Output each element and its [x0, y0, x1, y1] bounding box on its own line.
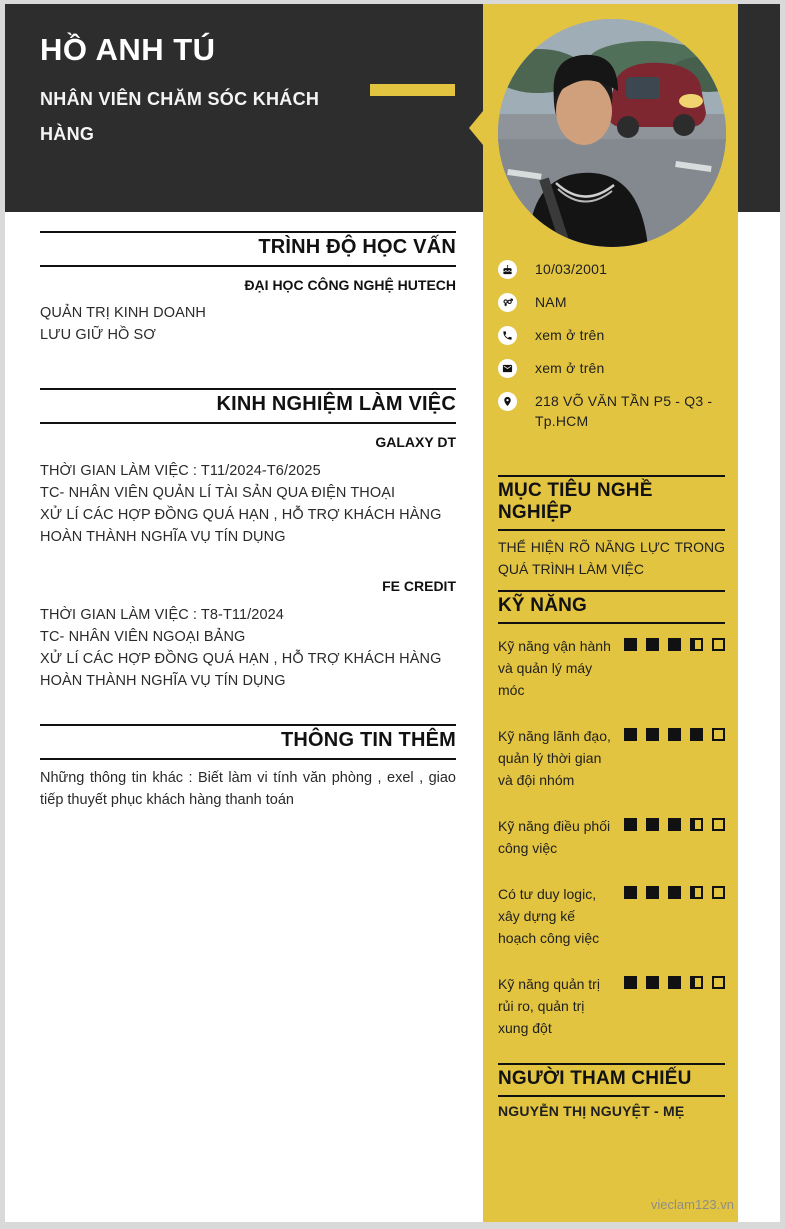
skill-square-half: [690, 638, 703, 651]
skill-rating: [624, 638, 725, 701]
skill-row: [498, 973, 725, 1039]
sidebar-pointer-arrow: [469, 111, 483, 145]
email-icon: [498, 359, 517, 378]
skill-square-full: [624, 728, 637, 741]
job-line: TC- NHÂN VIÊN QUẢN LÍ TÀI SẢN QUA ĐIỆN THOẠI: [40, 485, 396, 501]
skill-label: Kỹ năng điều phối công việc: [498, 818, 611, 856]
skill-square-half: [690, 886, 703, 899]
education-school: ĐẠI HỌC CÔNG NGHỆ HUTECH: [244, 277, 456, 293]
skill-label: Kỹ năng quản trị rủi ro, quản trị xung đột: [498, 976, 600, 1036]
skill-square-full: [668, 976, 681, 989]
objective-text: THỂ HIỆN RÕ NĂNG LỰC TRONG QUÁ TRÌNH LÀM VIỆC: [498, 539, 725, 577]
site-watermark: vieclam123.vn: [650, 1197, 734, 1212]
skill-label: Có tư duy logic, xây dựng kế hoạch công việc: [498, 886, 600, 946]
skill-square-full: [646, 886, 659, 899]
job-line: THỜI GIAN LÀM VIỆC : T11/2024-T6/2025: [40, 463, 321, 479]
skill-square-empty: [712, 886, 725, 899]
job-details: [40, 604, 456, 692]
gender-icon: [498, 293, 517, 312]
skill-square-full: [624, 886, 637, 899]
skills-heading: KỸ NĂNG: [498, 590, 725, 624]
skill-label: Kỹ năng vận hành và quản lý máy móc: [498, 638, 611, 698]
experience-section: [40, 388, 456, 692]
job-details: [40, 460, 456, 548]
email-value: xem ở trên: [535, 360, 605, 376]
objective-section: [498, 475, 725, 580]
skill-square-empty: [712, 638, 725, 651]
job-line: THỜI GIAN LÀM VIỆC : T8-T11/2024: [40, 607, 284, 623]
skills-list: [498, 635, 725, 1039]
contact-row-phone: [498, 325, 725, 345]
birthday-value: 10/03/2001: [535, 261, 608, 277]
skill-row: [498, 815, 725, 859]
skill-square-full: [668, 728, 681, 741]
skill-rating: [624, 886, 725, 949]
skill-square-empty: [712, 728, 725, 741]
cv-document: [5, 4, 780, 1222]
contact-row-gender: [498, 292, 725, 312]
candidate-job-title: NHÂN VIÊN CHĂM SÓC KHÁCH HÀNG: [40, 89, 320, 144]
skill-row: [498, 883, 725, 949]
main-column: [40, 212, 456, 811]
skill-row: [498, 635, 725, 701]
contact-row-email: [498, 358, 725, 378]
profile-photo: [498, 19, 726, 247]
skill-rating: [624, 818, 725, 859]
skill-square-full: [668, 638, 681, 651]
education-line: LƯU GIỮ HỒ SƠ: [40, 327, 156, 343]
skill-square-full: [646, 728, 659, 741]
skill-square-full: [624, 976, 637, 989]
contact-row-birthday: [498, 259, 725, 279]
profile-photo-illustration: [498, 19, 726, 247]
job-line: TC- NHÂN VIÊN NGOẠI BẢNG: [40, 629, 246, 645]
skill-square-full: [690, 728, 703, 741]
skill-square-full: [624, 638, 637, 651]
skills-section: [498, 590, 725, 1039]
job-line: XỬ LÍ CÁC HỢP ĐỒNG QUÁ HẠN , HỖ TRỢ KHÁCH HÀNG HOÀN THÀNH NGHĨA VỤ TÍN DỤNG: [40, 651, 442, 689]
skill-rating: [624, 728, 725, 791]
skill-square-full: [668, 886, 681, 899]
phone-value: xem ở trên: [535, 327, 605, 343]
job-company: GALAXY DT: [375, 434, 456, 450]
additional-info-section: [40, 724, 456, 811]
job-line: XỬ LÍ CÁC HỢP ĐỒNG QUÁ HẠN , HỖ TRỢ KHÁCH HÀNG HOÀN THÀNH NGHĨA VỤ TÍN DỤNG: [40, 507, 442, 545]
skill-square-empty: [712, 818, 725, 831]
additional-info-text: Những thông tin khác : Biết làm vi tính văn phòng , exel , giao tiếp thuyết phục khách hàng thanh toán: [40, 770, 456, 808]
skill-square-full: [646, 638, 659, 651]
gender-value: NAM: [535, 294, 567, 310]
references-heading: NGƯỜI THAM CHIẾU: [498, 1063, 725, 1097]
sidebar: [483, 4, 738, 1222]
skill-row: [498, 725, 725, 791]
education-section: [40, 231, 456, 346]
education-heading: TRÌNH ĐỘ HỌC VẤN: [40, 231, 456, 267]
contact-list: [498, 259, 725, 431]
skill-square-full: [646, 818, 659, 831]
education-line: QUẢN TRỊ KINH DOANH: [40, 305, 206, 321]
skill-square-full: [646, 976, 659, 989]
accent-bar: [370, 84, 455, 96]
candidate-name: HỒ ANH TÚ: [40, 32, 216, 67]
references-section: [498, 1063, 725, 1119]
birthday-cake-icon: [498, 260, 517, 279]
additional-info-heading: THÔNG TIN THÊM: [40, 724, 456, 760]
job-company: FE CREDIT: [382, 578, 456, 594]
skill-square-full: [624, 818, 637, 831]
experience-heading: KINH NGHIỆM LÀM VIỆC: [40, 388, 456, 424]
address-value: 218 VÕ VĂN TẦN P5 - Q3 - Tp.HCM: [535, 393, 713, 429]
skill-square-empty: [712, 976, 725, 989]
skill-rating: [624, 976, 725, 1039]
contact-row-address: [498, 391, 725, 431]
skill-square-half: [690, 818, 703, 831]
skill-label: Kỹ năng lãnh đạo, quản lý thời gian và đội nhóm: [498, 728, 611, 788]
skill-square-full: [668, 818, 681, 831]
education-details: [40, 302, 456, 346]
reference-name: NGUYỄN THỊ NGUYỆT - MẸ: [498, 1103, 685, 1119]
location-pin-icon: [498, 392, 517, 411]
phone-icon: [498, 326, 517, 345]
objective-heading: MỤC TIÊU NGHỀ NGHIỆP: [498, 475, 725, 531]
skill-square-half: [690, 976, 703, 989]
